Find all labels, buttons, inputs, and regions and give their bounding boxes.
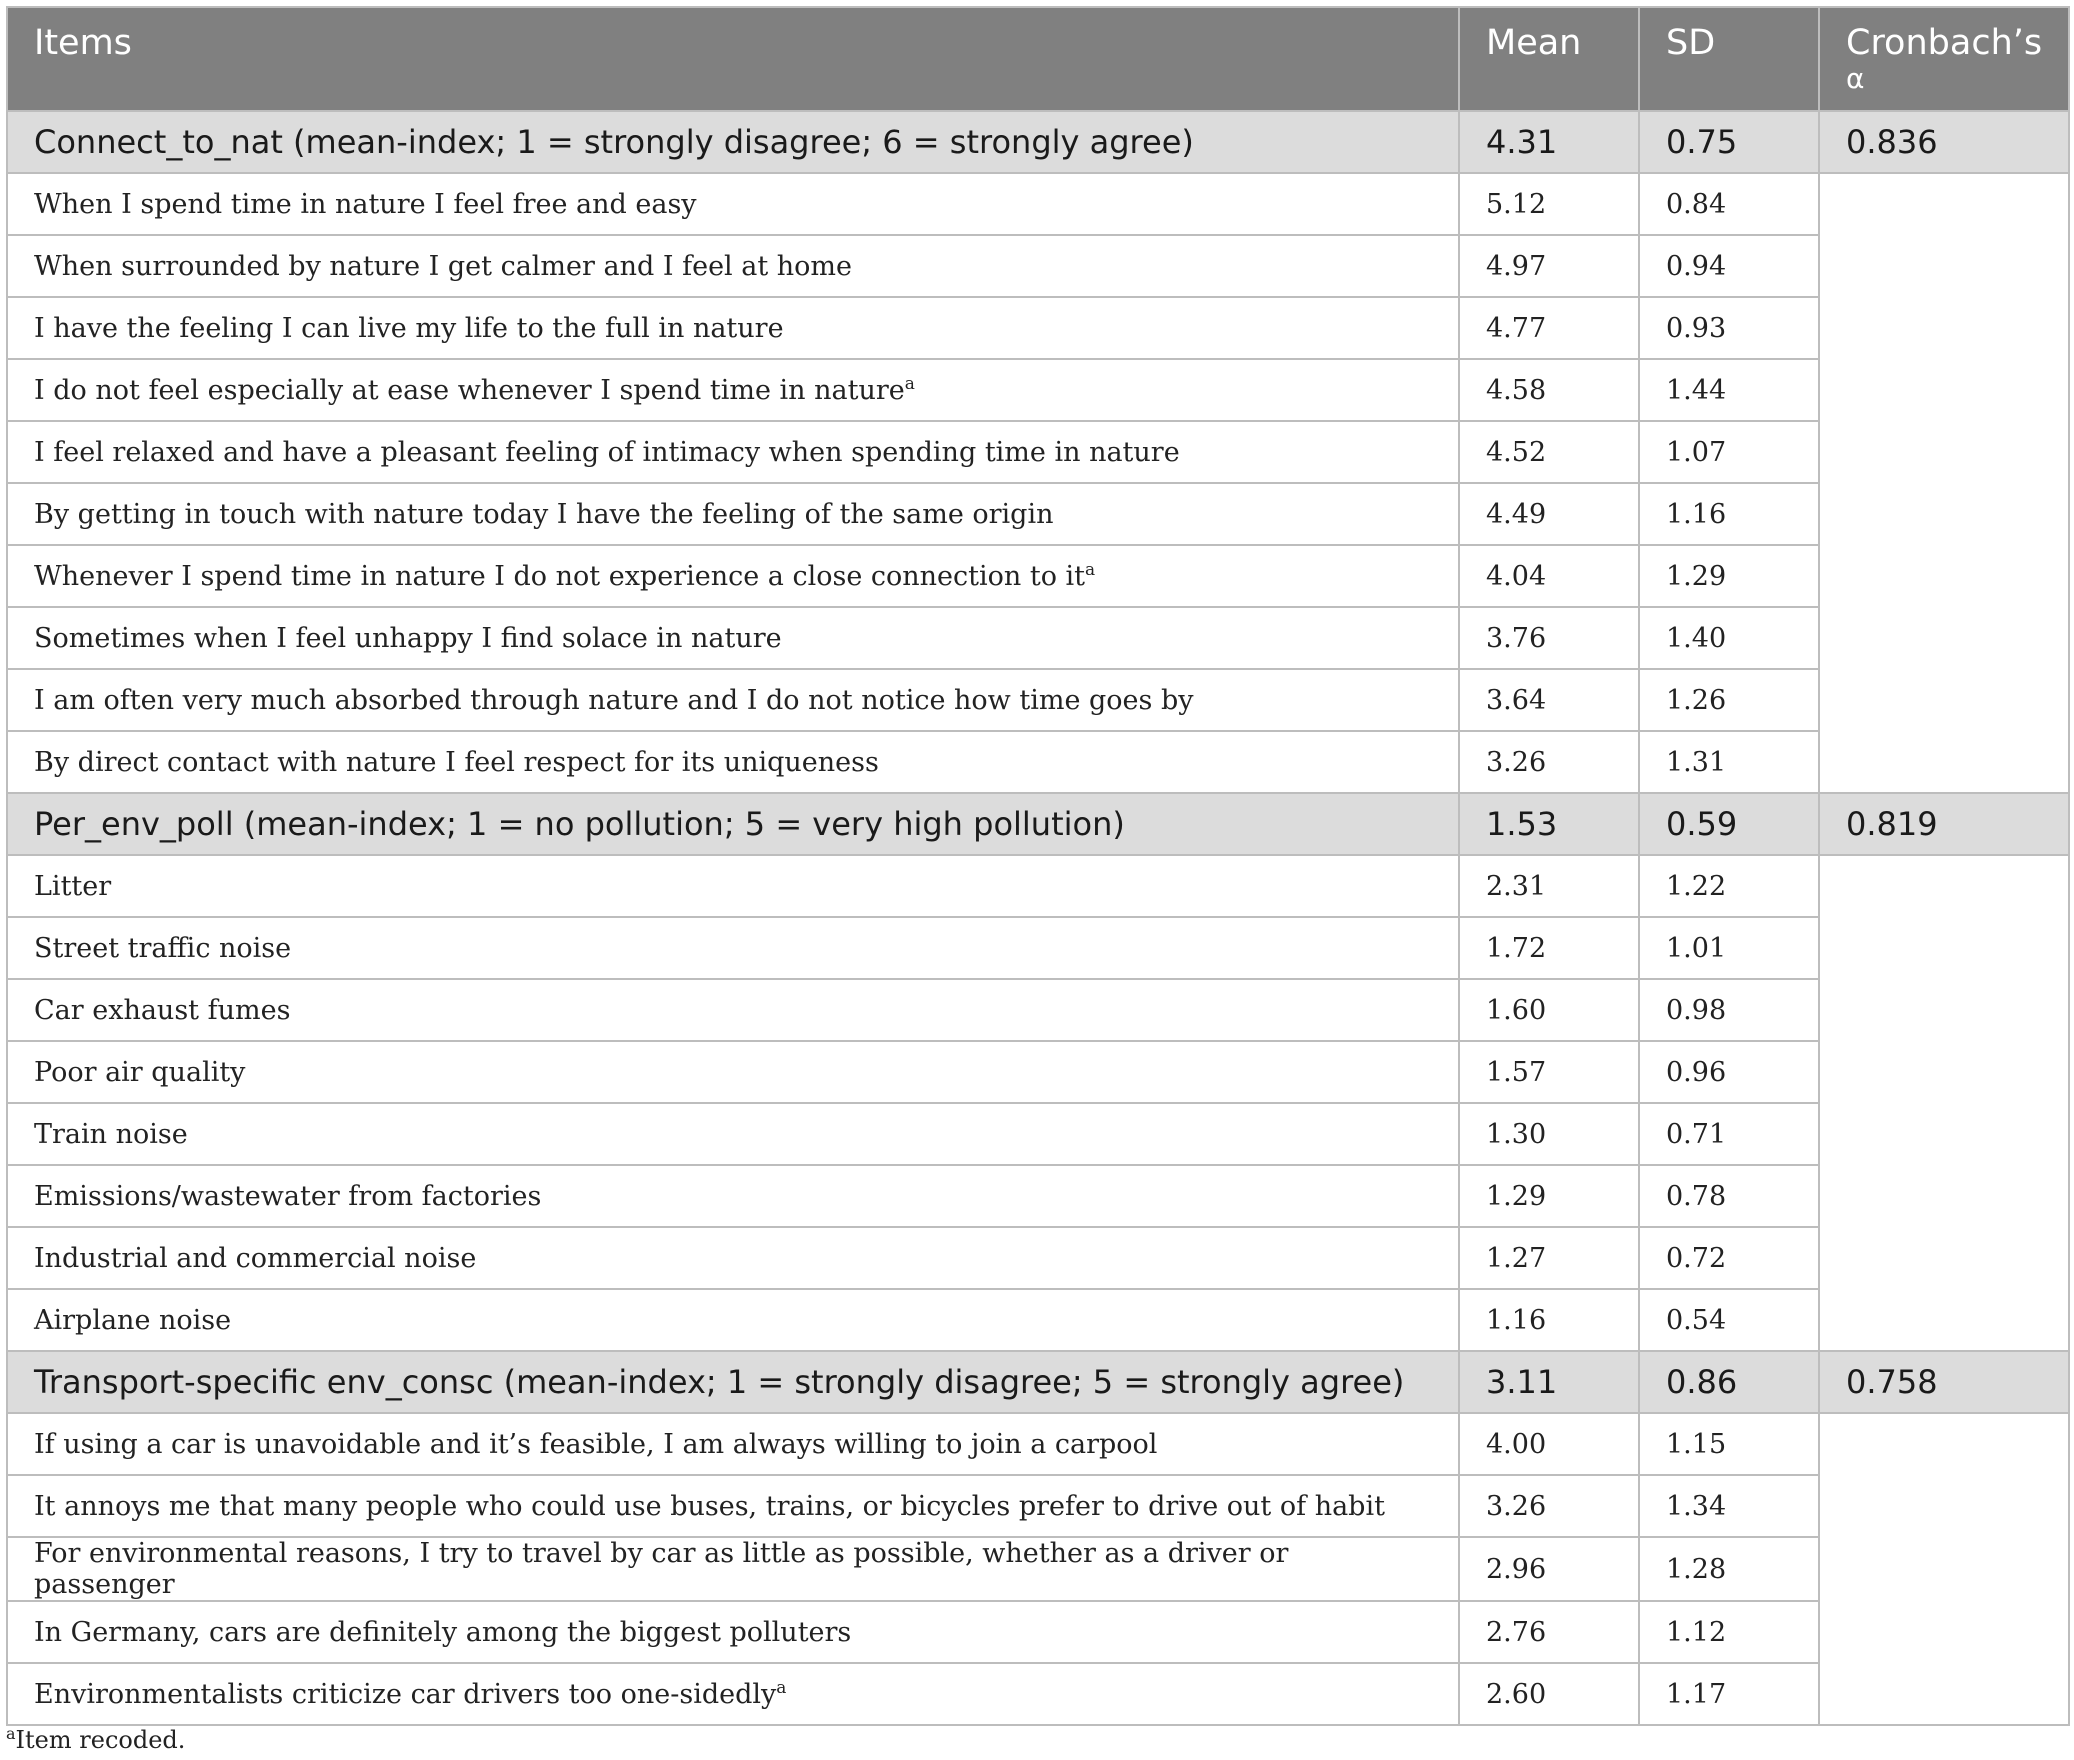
group-label: Connect_to_nat (mean-index; 1 = strongly disagree; 6 = strongly agree) — [7, 111, 1459, 173]
item-alpha-empty — [1819, 173, 2069, 235]
table-row — [7, 1413, 2069, 1475]
item-mean: 4.97 — [1459, 235, 1639, 297]
header-items: Items — [7, 7, 1459, 111]
item-sd: 1.34 — [1639, 1475, 1819, 1537]
item-sd: 1.16 — [1639, 483, 1819, 545]
item-cell — [7, 235, 1459, 297]
table-row — [7, 979, 2069, 1041]
item-mean: 1.72 — [1459, 917, 1639, 979]
statistics-table — [6, 6, 2070, 1726]
header-alpha-line1: Cronbach’s — [1846, 23, 2043, 63]
table-row — [7, 1537, 2069, 1601]
item-cell — [7, 607, 1459, 669]
item-alpha-empty — [1819, 421, 2069, 483]
item-mean: 4.77 — [1459, 297, 1639, 359]
item-sd: 0.93 — [1639, 297, 1819, 359]
table-row — [7, 421, 2069, 483]
item-sd: 1.28 — [1639, 1537, 1819, 1601]
item-mean: 4.00 — [1459, 1413, 1639, 1475]
item-sd: 1.40 — [1639, 607, 1819, 669]
item-text: For environmental reasons, I try to travel by car as little as possible, whether as a driver or passenger — [34, 1538, 1289, 1600]
item-alpha-empty — [1819, 1041, 2069, 1103]
header-cronbach-alpha — [1819, 7, 2069, 111]
item-mean: 4.49 — [1459, 483, 1639, 545]
group-sd: 0.86 — [1639, 1351, 1819, 1413]
table-row — [7, 173, 2069, 235]
group-sd: 0.75 — [1639, 111, 1819, 173]
item-text: When surrounded by nature I get calmer and I feel at home — [34, 250, 853, 282]
table-row — [7, 855, 2069, 917]
item-mean: 2.96 — [1459, 1537, 1639, 1601]
table-row — [7, 1475, 2069, 1537]
table-row — [7, 1289, 2069, 1351]
item-text: Industrial and commercial noise — [34, 1242, 477, 1274]
item-sd: 1.12 — [1639, 1601, 1819, 1663]
item-sd: 0.94 — [1639, 235, 1819, 297]
group-label: Transport-specific env_consc (mean-index; 1 = strongly disagree; 5 = strongly agree) — [7, 1351, 1459, 1413]
group-alpha: 0.836 — [1819, 111, 2069, 173]
item-text: It annoys me that many people who could use buses, trains, or bicycles prefer to drive out of habit — [34, 1490, 1385, 1522]
table-body — [7, 111, 2069, 1725]
item-text: Litter — [34, 870, 112, 902]
item-cell — [7, 1289, 1459, 1351]
item-cell — [7, 669, 1459, 731]
item-cell — [7, 731, 1459, 793]
item-cell — [7, 1413, 1459, 1475]
item-sd: 1.07 — [1639, 421, 1819, 483]
group-header-row — [7, 793, 2069, 855]
table-row — [7, 545, 2069, 607]
item-alpha-empty — [1819, 979, 2069, 1041]
item-mean: 5.12 — [1459, 173, 1639, 235]
item-alpha-empty — [1819, 297, 2069, 359]
item-alpha-empty — [1819, 1165, 2069, 1227]
item-text: Environmentalists criticize car drivers too one-sidedly — [34, 1678, 777, 1710]
header-alpha-line2: α — [1846, 62, 1865, 95]
item-text: I have the feeling I can live my life to the full in nature — [34, 312, 784, 344]
item-alpha-empty — [1819, 1227, 2069, 1289]
item-mean: 3.26 — [1459, 1475, 1639, 1537]
item-cell — [7, 483, 1459, 545]
item-sd: 1.31 — [1639, 731, 1819, 793]
item-alpha-empty — [1819, 607, 2069, 669]
group-alpha: 0.819 — [1819, 793, 2069, 855]
table-row — [7, 359, 2069, 421]
item-sd: 0.96 — [1639, 1041, 1819, 1103]
table-footnote — [6, 1726, 185, 1754]
item-alpha-empty — [1819, 1601, 2069, 1663]
item-mean: 1.57 — [1459, 1041, 1639, 1103]
item-sd: 0.72 — [1639, 1227, 1819, 1289]
item-sd: 1.15 — [1639, 1413, 1819, 1475]
table-row — [7, 1663, 2069, 1725]
item-mean: 1.60 — [1459, 979, 1639, 1041]
item-mean: 2.60 — [1459, 1663, 1639, 1725]
header-sd: SD — [1639, 7, 1819, 111]
item-alpha-empty — [1819, 1289, 2069, 1351]
item-alpha-empty — [1819, 359, 2069, 421]
item-alpha-empty — [1819, 1103, 2069, 1165]
item-cell — [7, 1041, 1459, 1103]
item-mean: 4.52 — [1459, 421, 1639, 483]
group-sd: 0.59 — [1639, 793, 1819, 855]
item-sd: 1.26 — [1639, 669, 1819, 731]
item-sd: 0.84 — [1639, 173, 1819, 235]
item-sd: 0.54 — [1639, 1289, 1819, 1351]
item-text: In Germany, cars are definitely among the biggest polluters — [34, 1616, 852, 1648]
item-sd: 1.44 — [1639, 359, 1819, 421]
item-text: I do not feel especially at ease whenever I spend time in nature — [34, 374, 905, 406]
table-row — [7, 607, 2069, 669]
group-header-row — [7, 1351, 2069, 1413]
item-mean: 4.58 — [1459, 359, 1639, 421]
item-mean: 3.64 — [1459, 669, 1639, 731]
footnote-text: Item recoded. — [15, 1726, 186, 1754]
item-sd: 0.78 — [1639, 1165, 1819, 1227]
item-sd: 0.98 — [1639, 979, 1819, 1041]
item-alpha-empty — [1819, 545, 2069, 607]
item-mean: 1.30 — [1459, 1103, 1639, 1165]
item-cell — [7, 1165, 1459, 1227]
item-text: Emissions/wastewater from factories — [34, 1180, 542, 1212]
item-cell — [7, 173, 1459, 235]
item-mean: 1.29 — [1459, 1165, 1639, 1227]
item-sd: 1.01 — [1639, 917, 1819, 979]
item-mean: 1.27 — [1459, 1227, 1639, 1289]
item-text: Train noise — [34, 1118, 188, 1150]
item-text: Whenever I spend time in nature I do not experience a close connection to it — [34, 560, 1086, 592]
item-cell — [7, 1537, 1459, 1601]
item-text: I am often very much absorbed through nature and I do not notice how time goes by — [34, 684, 1194, 716]
group-label: Per_env_poll (mean-index; 1 = no pollution; 5 = very high pollution) — [7, 793, 1459, 855]
item-cell — [7, 359, 1459, 421]
item-sd: 1.29 — [1639, 545, 1819, 607]
item-cell — [7, 1475, 1459, 1537]
table-row — [7, 917, 2069, 979]
item-alpha-empty — [1819, 917, 2069, 979]
item-alpha-empty — [1819, 1663, 2069, 1725]
recoded-marker: a — [1085, 559, 1096, 580]
table-row — [7, 483, 2069, 545]
item-alpha-empty — [1819, 731, 2069, 793]
item-alpha-empty — [1819, 1537, 2069, 1601]
item-cell — [7, 1601, 1459, 1663]
item-mean: 4.04 — [1459, 545, 1639, 607]
group-alpha: 0.758 — [1819, 1351, 2069, 1413]
item-cell — [7, 917, 1459, 979]
item-cell — [7, 421, 1459, 483]
item-sd: 0.71 — [1639, 1103, 1819, 1165]
item-text: By direct contact with nature I feel respect for its uniqueness — [34, 746, 879, 778]
header-mean: Mean — [1459, 7, 1639, 111]
item-cell — [7, 979, 1459, 1041]
item-cell — [7, 1663, 1459, 1725]
item-cell — [7, 855, 1459, 917]
item-alpha-empty — [1819, 669, 2069, 731]
table-row — [7, 1103, 2069, 1165]
item-mean: 2.76 — [1459, 1601, 1639, 1663]
group-mean: 1.53 — [1459, 793, 1639, 855]
item-text: Street traffic noise — [34, 932, 292, 964]
item-cell — [7, 545, 1459, 607]
table-row — [7, 1601, 2069, 1663]
item-mean: 1.16 — [1459, 1289, 1639, 1351]
item-text: Airplane noise — [34, 1304, 232, 1336]
item-sd: 1.22 — [1639, 855, 1819, 917]
item-mean: 3.26 — [1459, 731, 1639, 793]
item-text: By getting in touch with nature today I have the feeling of the same origin — [34, 498, 1054, 530]
item-alpha-empty — [1819, 483, 2069, 545]
table-header-row — [7, 7, 2069, 111]
item-cell — [7, 1103, 1459, 1165]
group-mean: 4.31 — [1459, 111, 1639, 173]
item-text: I feel relaxed and have a pleasant feeling of intimacy when spending time in nature — [34, 436, 1180, 468]
item-text: Poor air quality — [34, 1056, 246, 1088]
table-row — [7, 1227, 2069, 1289]
item-mean: 3.76 — [1459, 607, 1639, 669]
recoded-marker: a — [904, 373, 915, 394]
table-row — [7, 669, 2069, 731]
table-row — [7, 1165, 2069, 1227]
group-header-row — [7, 111, 2069, 173]
item-mean: 2.31 — [1459, 855, 1639, 917]
group-mean: 3.11 — [1459, 1351, 1639, 1413]
item-text: Car exhaust fumes — [34, 994, 291, 1026]
recoded-marker: a — [776, 1677, 787, 1698]
table-row — [7, 235, 2069, 297]
item-alpha-empty — [1819, 1413, 2069, 1475]
item-text: If using a car is unavoidable and it’s feasible, I am always willing to join a carpool — [34, 1428, 1158, 1460]
item-cell — [7, 1227, 1459, 1289]
item-sd: 1.17 — [1639, 1663, 1819, 1725]
table-row — [7, 1041, 2069, 1103]
item-cell — [7, 297, 1459, 359]
item-alpha-empty — [1819, 855, 2069, 917]
item-alpha-empty — [1819, 235, 2069, 297]
item-alpha-empty — [1819, 1475, 2069, 1537]
footnote-marker: a — [6, 1724, 16, 1743]
table-row — [7, 297, 2069, 359]
item-text: When I spend time in nature I feel free and easy — [34, 188, 697, 220]
item-text: Sometimes when I feel unhappy I find solace in nature — [34, 622, 782, 654]
table-row — [7, 731, 2069, 793]
